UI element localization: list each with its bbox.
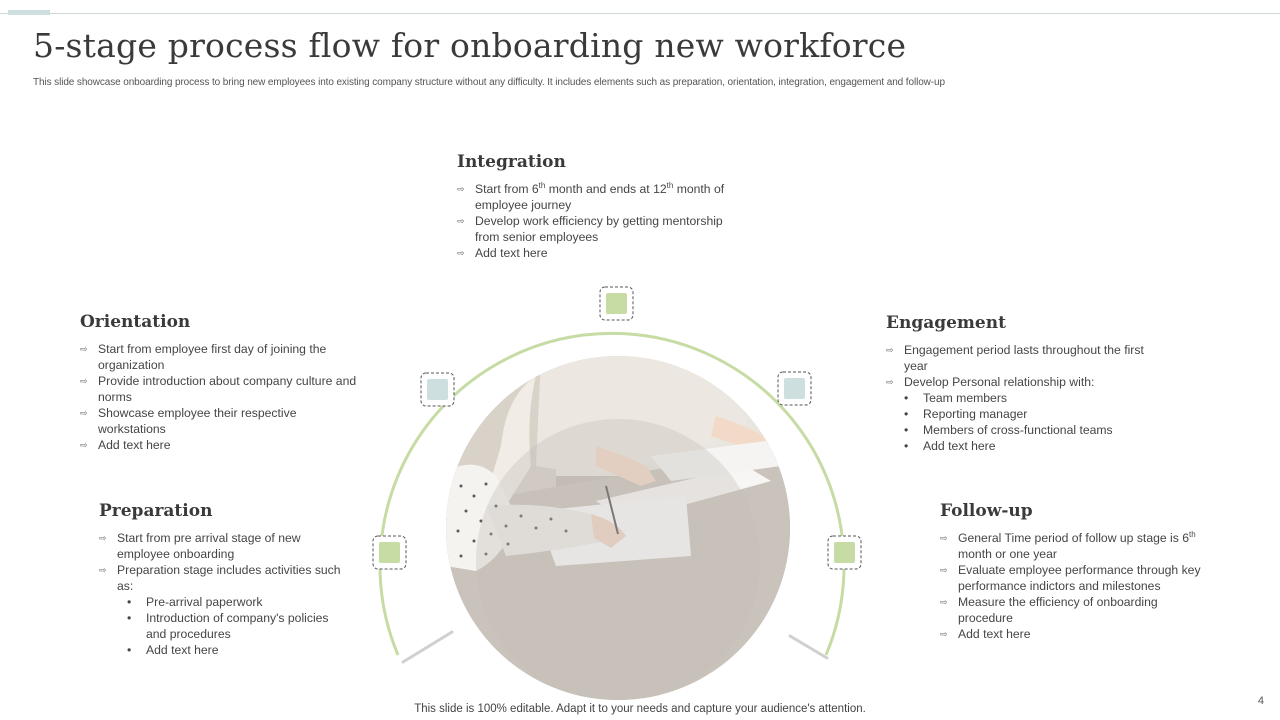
arrow-bullet-icon: ⇨: [80, 344, 88, 354]
list-item: ⇨ Add text here: [940, 627, 1031, 641]
stage-followup: [940, 501, 1205, 642]
list-item: ⇨ Preparation stage includes activities such as:: [99, 563, 341, 593]
list-item: ⇨ Add text here: [457, 246, 548, 260]
dot-bullet-icon: •: [127, 595, 132, 609]
arrow-bullet-icon: ⇨: [940, 629, 948, 639]
stage-engagement: [886, 313, 1161, 454]
marker-engagement: [778, 372, 811, 405]
arc-end-shadow-left: [403, 632, 452, 662]
list-subitem: • Add text here: [127, 643, 219, 657]
list-subitem: • Add text here: [904, 439, 996, 453]
stage-title-preparation: Preparation: [99, 501, 213, 521]
dot-bullet-icon: •: [904, 439, 909, 453]
list-item: ⇨ Start from pre arrival stage of new employee onboarding: [99, 531, 301, 561]
stage-title-integration: Integration: [457, 152, 566, 172]
arrow-bullet-icon: ⇨: [940, 597, 948, 607]
stage-title-followup: Follow-up: [940, 501, 1033, 521]
stage-integration: [457, 152, 742, 261]
marker-orientation: [421, 373, 454, 406]
marker-preparation: [373, 536, 406, 569]
stage-title-orientation: Orientation: [80, 312, 191, 332]
footer-note: This slide is 100% editable. Adapt it to your needs and capture your audience's attention.: [414, 703, 866, 715]
arrow-bullet-icon: ⇨: [80, 440, 88, 450]
marker-integration: [600, 287, 633, 320]
arrow-bullet-icon: ⇨: [80, 376, 88, 386]
list-item: ⇨ Engagement period lasts throughout the first year: [886, 343, 1144, 373]
arrow-bullet-icon: ⇨: [457, 248, 465, 258]
list-item: ⇨ Develop Personal relationship with:: [886, 375, 1095, 389]
list-subitem: • Team members: [904, 391, 1007, 405]
dot-bullet-icon: •: [904, 423, 909, 437]
arrow-bullet-icon: ⇨: [99, 565, 107, 575]
list-item: ⇨ Start from 6th month and ends at 12th month of employee journey: [457, 180, 725, 212]
page-number: 4: [1257, 695, 1264, 707]
arrow-bullet-icon: ⇨: [457, 184, 465, 194]
list-item: ⇨ Provide introduction about company culture and norms: [80, 374, 357, 404]
list-subitem: • Members of cross-functional teams: [904, 423, 1113, 437]
list-subitem: • Introduction of company's policies and procedures: [127, 611, 329, 641]
dot-bullet-icon: •: [904, 407, 909, 421]
list-item: ⇨ Develop work efficiency by getting mentorship from senior employees: [457, 214, 723, 244]
stage-title-engagement: Engagement: [886, 313, 1006, 333]
marker-followup: [828, 536, 861, 569]
list-item: ⇨ Add text here: [80, 438, 171, 452]
list-item: ⇨ Measure the efficiency of onboarding procedure: [940, 595, 1158, 625]
slide-title: 5-stage process flow for onboarding new workforce: [33, 26, 907, 65]
list-subitem: • Pre-arrival paperwork: [127, 595, 263, 609]
arc-end-shadow-right: [790, 636, 827, 658]
dot-bullet-icon: •: [127, 643, 132, 657]
dot-bullet-icon: •: [904, 391, 909, 405]
arrow-bullet-icon: ⇨: [80, 408, 88, 418]
list-item: ⇨ Showcase employee their respective workstations: [80, 406, 297, 436]
arrow-bullet-icon: ⇨: [886, 377, 894, 387]
arrow-bullet-icon: ⇨: [940, 533, 948, 543]
arrow-bullet-icon: ⇨: [457, 216, 465, 226]
arrow-bullet-icon: ⇨: [940, 565, 948, 575]
arrow-bullet-icon: ⇨: [99, 533, 107, 543]
stage-orientation: [80, 312, 365, 453]
list-item: ⇨ General Time period of follow up stage is 6th month or one year: [940, 529, 1196, 561]
dot-bullet-icon: •: [127, 611, 132, 625]
list-item: ⇨ Start from employee first day of joining the organization: [80, 342, 327, 372]
slide-subtitle: This slide showcase onboarding process to bring new employees into existing company structure without any difficulty. It includes elements such as preparation, orientation, integration, engagement and follow-up: [33, 77, 945, 88]
list-subitem: • Reporting manager: [904, 407, 1028, 421]
list-item: ⇨ Evaluate employee performance through key performance indictors and milestones: [940, 563, 1201, 593]
arrow-bullet-icon: ⇨: [886, 345, 894, 355]
stage-preparation: [99, 501, 344, 658]
